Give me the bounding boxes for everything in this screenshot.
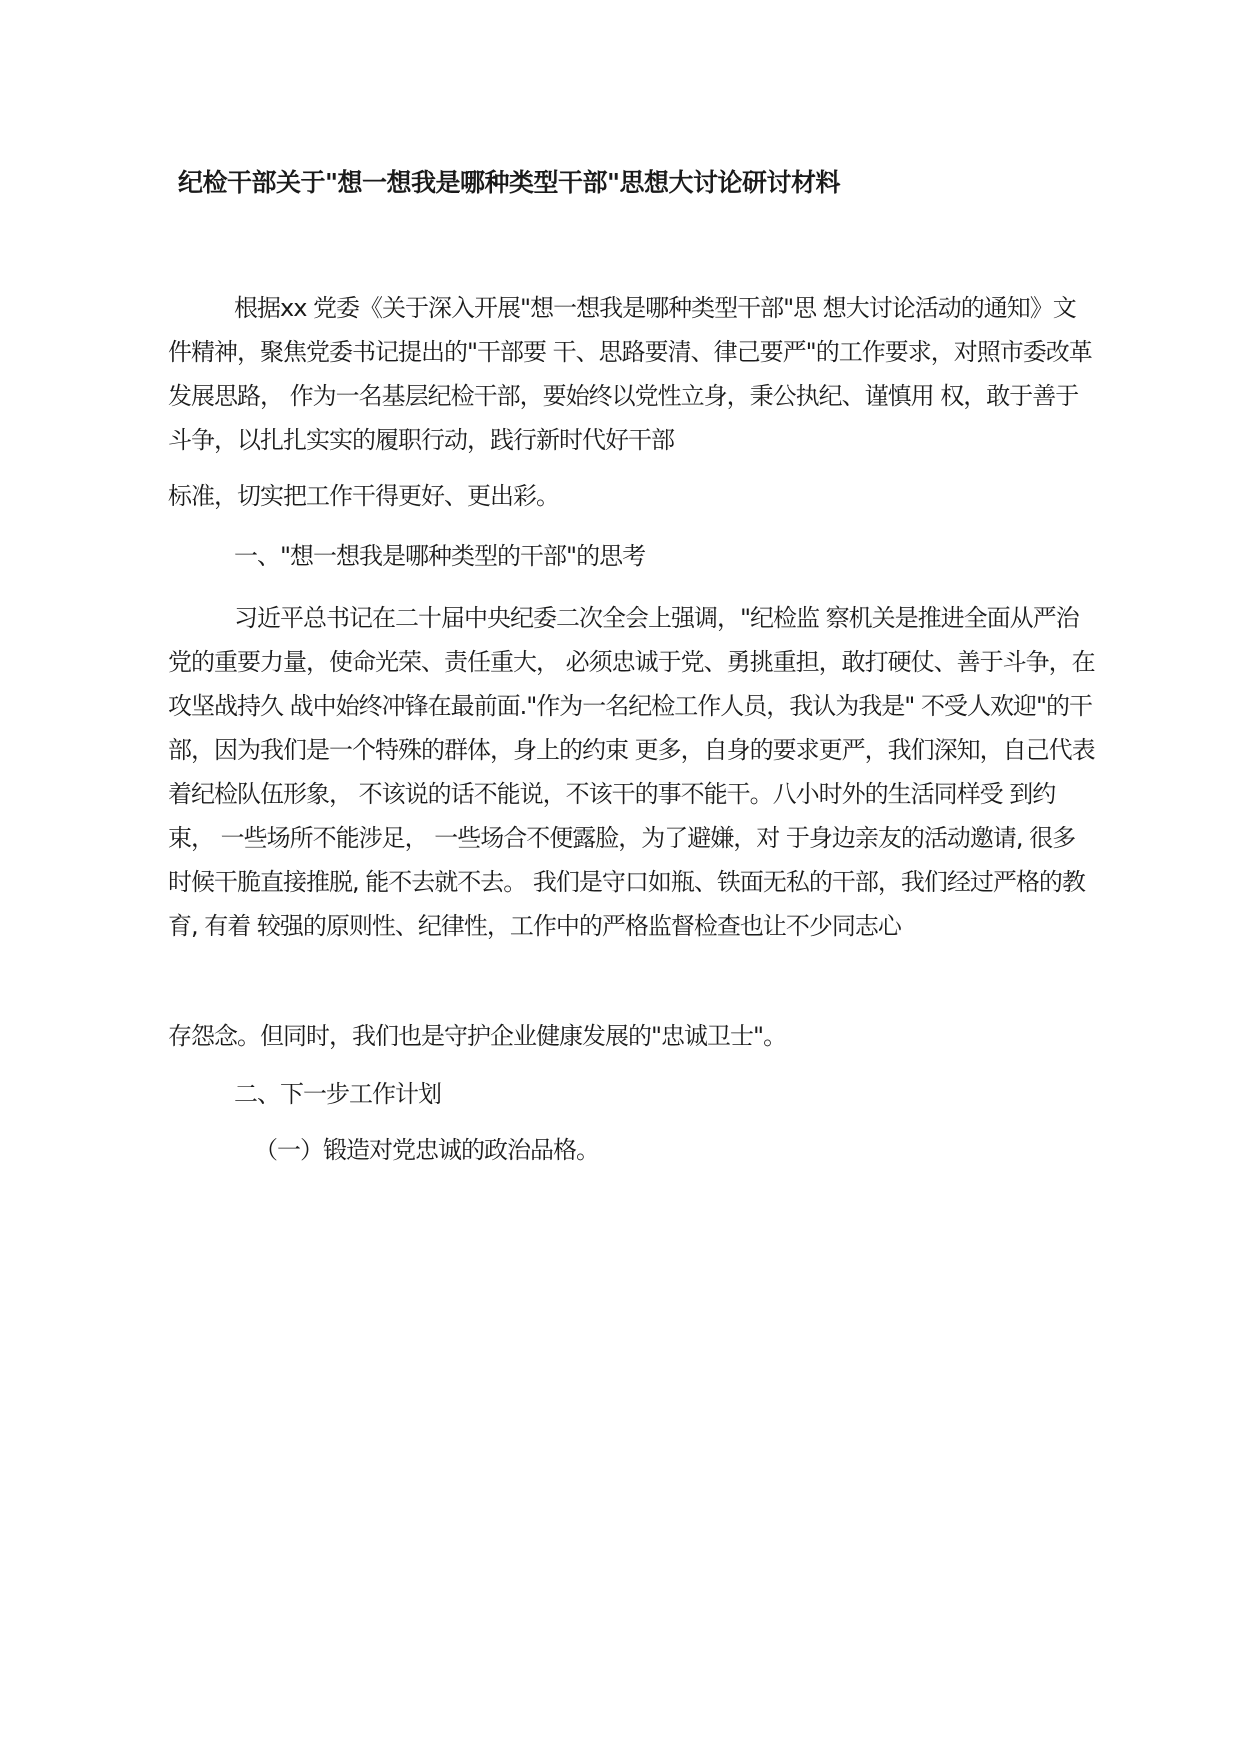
section-one-heading: 一、"想一想我是哪种类型的干部"的思考 [234, 542, 646, 570]
intro-paragraph-end: 标准，切实把工作干得更好、更出彩。 [168, 482, 559, 510]
section-two-heading: 二、下一步工作计划 [234, 1080, 441, 1108]
intro-paragraph: 根据xx 党委《关于深入开展"想一想我是哪种类型干部"思 想大讨论活动的通知》文件精神，聚焦党委书记提出的"干部要 干、思路要清、律己要严"的工作要求，对照市委改革发展思路， 作为一名基层纪检干部，要始终以党性立身，秉公执纪、谨慎用 权，敢于善于斗争，以扎扎实实的履职行动，践行新时代好干部 [168, 294, 1092, 454]
subsection-one-heading: （一）锻造对党忠诚的政治品格。 [254, 1136, 599, 1164]
section-one-body: 习近平总书记在二十届中央纪委二次全会上强调，"纪检监 察机关是推进全面从严治党的重要力量，使命光荣、责任重大， 必须忠诚于党、勇挑重担，敢打硬仗、善于斗争，在攻坚战持久 战中始终冲锋在最前面."作为一名纪检工作人员，我认为我是" 不受人欢迎"的干部，因为我们是一个特殊的群体，身上的约束 更多，自身的要求更严，我们深知，自己代表着纪检队伍形象， 不该说的话不能说，不该干的事不能干。八小时外的生活同样受 到约束， 一些场所不能涉足， 一些场合不便露脸，为了避嫌，对 于身边亲友的活动邀请, 很多时候干脆直接推脱, 能不去就不去。 我们是守口如瓶、铁面无私的干部，我们经过严格的教育, 有着 较强的原则性、纪律性，工作中的严格监督检查也让不少同志心 [168, 604, 1095, 940]
document-title: 纪检干部关于"想一想我是哪种类型干部"思想大讨论研讨材料 [178, 168, 841, 197]
section-one-body-end: 存怨念。但同时，我们也是守护企业健康发展的"忠诚卫士"。 [168, 1022, 787, 1050]
